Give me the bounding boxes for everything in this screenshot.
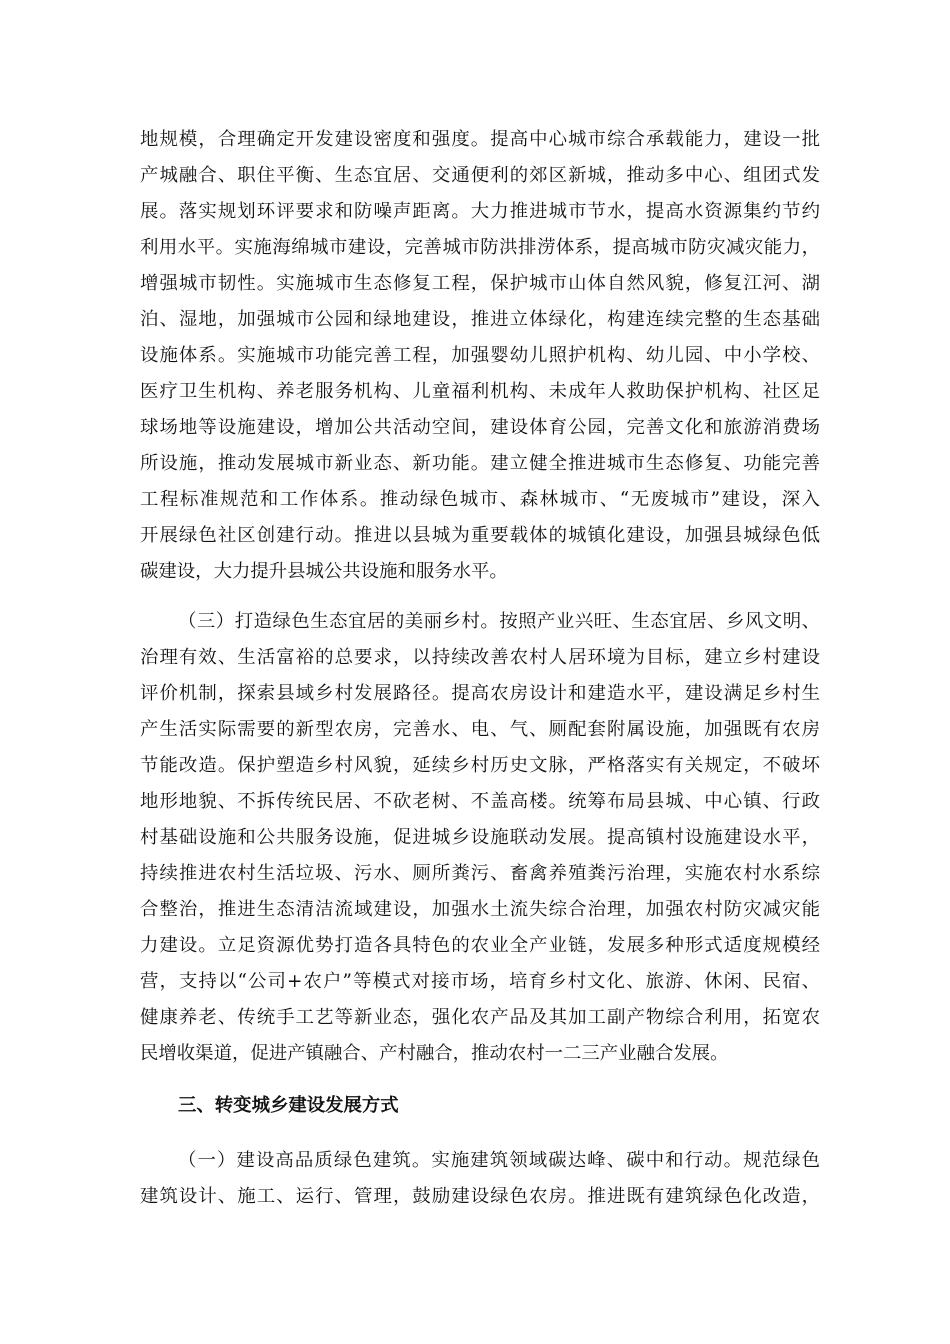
text-line: 地形地貌、不拆传统民居、不砍老树、不盖高楼。统筹布局县城、中心镇、行政 <box>140 791 820 812</box>
text-line: 医疗卫生机构、养老服务机构、儿童福利机构、未成年人救助保护机构、社区足 <box>140 381 820 402</box>
text-line: （三）打造绿色生态宜居的美丽乡村。按照产业兴旺、生态宜居、乡风文明、 <box>178 611 820 632</box>
text-line: 建筑设计、施工、运行、管理，鼓励建设绿色农房。推进既有建筑绿色化改造， <box>140 1186 820 1207</box>
section-heading: 三、转变城乡建设发展方式 <box>178 1095 399 1116</box>
text-line: 合整治，推进生态清洁流域建设，加强水土流失综合治理，加强农村防灾减灾能 <box>140 899 820 920</box>
text-line: 产生活实际需要的新型农房，完善水、电、气、厕配套附属设施，加强既有农房 <box>140 719 820 740</box>
text-line: 治理有效、生活富裕的总要求，以持续改善农村人居环境为目标，建立乡村建设 <box>140 647 820 668</box>
text-line: 展。落实规划环评要求和防噪声距离。大力推进城市节水，提高水资源集约节约 <box>140 201 820 222</box>
text-line: 设施体系。实施城市功能完善工程，加强婴幼儿照护机构、幼儿园、中小学校、 <box>140 345 820 366</box>
text-line: 工程标准规范和工作体系。推动绿色城市、森林城市、“无废城市”建设，深入 <box>140 489 820 510</box>
text-line: 开展绿色社区创建行动。推进以县城为重要载体的城镇化建设，加强县城绿色低 <box>140 525 820 546</box>
text-line: 评价机制，探索县域乡村发展路径。提高农房设计和建造水平，建设满足乡村生 <box>140 683 820 704</box>
text-line: 民增收渠道，促进产镇融合、产村融合，推动农村一二三产业融合发展。 <box>140 1043 729 1064</box>
text-line: 营，支持以“公司+农户”等模式对接市场，培育乡村文化、旅游、休闲、民宿、 <box>140 971 820 992</box>
text-line: 碳建设，大力提升县城公共设施和服务水平。 <box>140 561 508 582</box>
text-line: 村基础设施和公共服务设施，促进城乡设施联动发展。提高镇村设施建设水平， <box>140 827 820 848</box>
text-line: 球场地等设施建设，增加公共活动空间，建设体育公园，完善文化和旅游消费场 <box>140 417 820 438</box>
text-line: 产城融合、职住平衡、生态宜居、交通便利的郊区新城，推动多中心、组团式发 <box>140 165 820 186</box>
text-line: 利用水平。实施海绵城市建设，完善城市防洪排涝体系，提高城市防灾减灾能力， <box>140 237 820 258</box>
text-line: 节能改造。保护塑造乡村风貌，延续乡村历史文脉，严格落实有关规定，不破坏 <box>140 755 820 776</box>
text-line: 泊、湿地，加强城市公园和绿地建设，推进立体绿化，构建连续完整的生态基础 <box>140 309 820 330</box>
text-line: 所设施，推动发展城市新业态、新功能。建立健全推进城市生态修复、功能完善 <box>140 453 820 474</box>
text-line: 持续推进农村生活垃圾、污水、厕所粪污、畜禽养殖粪污治理，实施农村水系综 <box>140 863 820 884</box>
text-line: 健康养老、传统手工艺等新业态，强化农产品及其加工副产物综合利用，拓宽农 <box>140 1007 820 1028</box>
text-line: 地规模，合理确定开发建设密度和强度。提高中心城市综合承载能力，建设一批 <box>140 129 820 150</box>
text-line: 力建设。立足资源优势打造各具特色的农业全产业链，发展多种形式适度规模经 <box>140 935 820 956</box>
text-line: 增强城市韧性。实施城市生态修复工程，保护城市山体自然风貌，修复江河、湖 <box>140 273 820 294</box>
text-line: （一）建设高品质绿色建筑。实施建筑领域碳达峰、碳中和行动。规范绿色 <box>178 1150 820 1171</box>
